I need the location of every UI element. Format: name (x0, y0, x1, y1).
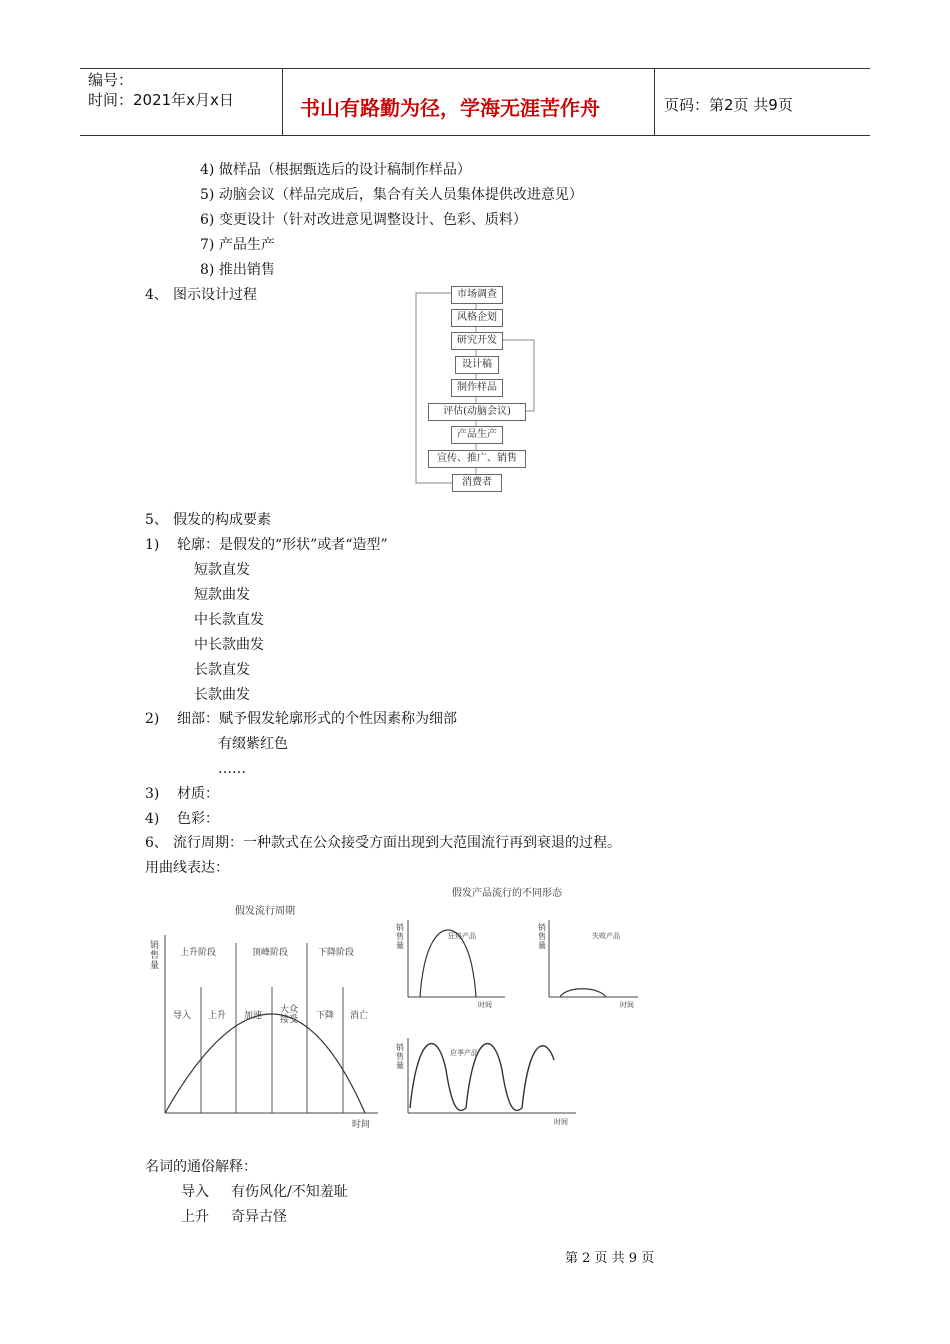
chart1-ylabel-2: 售 (150, 951, 160, 961)
chart1-phase-label-line2: 接受 (280, 1015, 299, 1025)
panelA-ylabel-3: 量 (396, 941, 404, 950)
chart1-stage-label: 下降阶段 (318, 948, 355, 958)
chart1-phase-label: 下降 (316, 1011, 335, 1021)
element1-number: 1) (145, 537, 160, 553)
panelC-ylabel-2: 售 (396, 1052, 404, 1061)
flow-box-evaluation: 评估(动脑会议) (428, 403, 526, 421)
element4-text: 色彩： (177, 811, 219, 827)
page-footer: 第 2 页 共 9 页 (565, 1251, 655, 1266)
panelB-xlabel: 时间 (620, 1001, 634, 1009)
panelB-ylabel-2: 售 (538, 932, 546, 941)
chart1-phase-label: 加速 (244, 1011, 263, 1021)
flow-box-market-research: 市场调查 (451, 286, 503, 304)
step-item: 6) 变更设计（针对改进意见调整设计、色彩、质料） (200, 212, 527, 228)
element2-text: 细部：赋予假发轮廓形式的个性因素称为细部 (177, 711, 457, 727)
step-item: 7) 产品生产 (200, 237, 275, 253)
panelA-ylabel-1: 销 (396, 923, 404, 932)
curve-intro: 用曲线表达： (145, 860, 229, 876)
glossary-term: 导入 (181, 1184, 209, 1200)
panelA-curve (420, 930, 476, 997)
chart1-stage-label: 上升阶段 (180, 948, 217, 958)
list-item: 长款曲发 (194, 687, 250, 703)
section6-number: 6、 (145, 835, 168, 851)
panelB-ylabel-3: 量 (538, 941, 546, 950)
panel-failed-product (538, 920, 638, 1009)
chart1-title: 假发流行周期 (235, 906, 295, 917)
element2-number: 2) (145, 711, 160, 727)
panelC-curve (410, 1044, 554, 1111)
element1-text: 轮廓：是假发的“形状”或者“造型” (177, 537, 388, 553)
chart1-cycle-curve (165, 1014, 365, 1113)
panel-fad-product (396, 920, 505, 1009)
panelA-label: 狂热产品 (448, 932, 476, 940)
step-item: 4) 做样品（根据甄选后的设计稿制作样品） (200, 162, 471, 178)
header-page-info: 页码：第2页 共9页 (664, 96, 793, 114)
section5-title: 假发的构成要素 (173, 512, 271, 528)
header-bottom-rule (80, 135, 870, 136)
glossary-title: 名词的通俗解释： (145, 1159, 257, 1175)
chart2-title: 假发产品流行的不同形态 (452, 888, 562, 899)
panelC-ylabel-3: 量 (396, 1061, 404, 1070)
element3-text: 材质： (177, 786, 219, 802)
panelA-ylabel-2: 售 (396, 932, 404, 941)
flow-box-production: 产品生产 (451, 426, 503, 444)
flow-box-make-samples: 制作样品 (451, 379, 503, 397)
section4-number: 4、 (145, 287, 168, 303)
glossary-term: 上升 (181, 1209, 209, 1225)
list-item: 长款直发 (194, 662, 250, 678)
product-forms-chart (388, 880, 658, 1130)
panelB-ylabel-1: 销 (538, 923, 546, 932)
header-top-rule (80, 68, 870, 69)
section4-title: 图示设计过程 (173, 287, 257, 303)
header-divider-right (654, 68, 655, 136)
chart1-phase-label-line1: 大众 (280, 1005, 299, 1015)
flow-box-design-draft: 设计稿 (455, 356, 499, 374)
list-item: 短款曲发 (194, 587, 250, 603)
panelC-xlabel: 时间 (554, 1118, 568, 1126)
chart1-ylabel-3: 量 (150, 961, 160, 971)
panelB-curve (560, 989, 606, 997)
section5-number: 5、 (145, 512, 168, 528)
chart1-stage-label: 顶峰阶段 (252, 948, 289, 958)
chart1-phase-label: 消亡 (350, 1011, 369, 1021)
flow-box-style-planning: 风格企划 (451, 309, 503, 327)
chart1-ylabel-1: 销 (150, 941, 160, 951)
header-number-label: 编号： (88, 71, 134, 89)
flow-box-rnd: 研究开发 (451, 332, 503, 350)
glossary-meaning: 有伤风化/不知羞耻 (231, 1184, 348, 1200)
panelA-xlabel: 时间 (478, 1001, 492, 1009)
flow-box-consumer: 消费者 (452, 474, 502, 492)
header-divider-left (282, 68, 283, 136)
panel-seasonal-product (396, 1038, 576, 1126)
element3-number: 3) (145, 786, 160, 802)
flow-box-promotion-sales: 宣传、推广、销售 (428, 450, 526, 468)
fashion-cycle-chart (140, 895, 390, 1135)
element4-number: 4) (145, 811, 160, 827)
header-motto: 书山有路勤为径，学海无涯苦作舟 (300, 96, 600, 120)
section6-text: 流行周期：一种款式在公众接受方面出现到大范围流行再到衰退的过程。 (173, 835, 621, 851)
step-item: 5) 动脑会议（样品完成后，集合有关人员集体提供改进意见） (200, 187, 583, 203)
panelC-ylabel-1: 销 (396, 1043, 404, 1052)
chart1-xlabel: 时间 (352, 1120, 371, 1130)
glossary-meaning: 奇异古怪 (231, 1209, 287, 1225)
detail-item: 有缀紫红色 (218, 736, 288, 752)
chart1-phase-label: 上升 (208, 1011, 227, 1021)
list-item: 中长款直发 (194, 612, 264, 628)
panelC-label: 应季产品 (450, 1049, 478, 1057)
step-item: 8) 推出销售 (200, 262, 275, 278)
detail-item: …… (218, 761, 246, 777)
chart1-phase-label: 导入 (173, 1011, 192, 1021)
list-item: 短款直发 (194, 562, 250, 578)
panelB-label: 失败产品 (592, 932, 620, 940)
header-time-label: 时间：2021年x月x日 (88, 91, 234, 109)
list-item: 中长款曲发 (194, 637, 264, 653)
